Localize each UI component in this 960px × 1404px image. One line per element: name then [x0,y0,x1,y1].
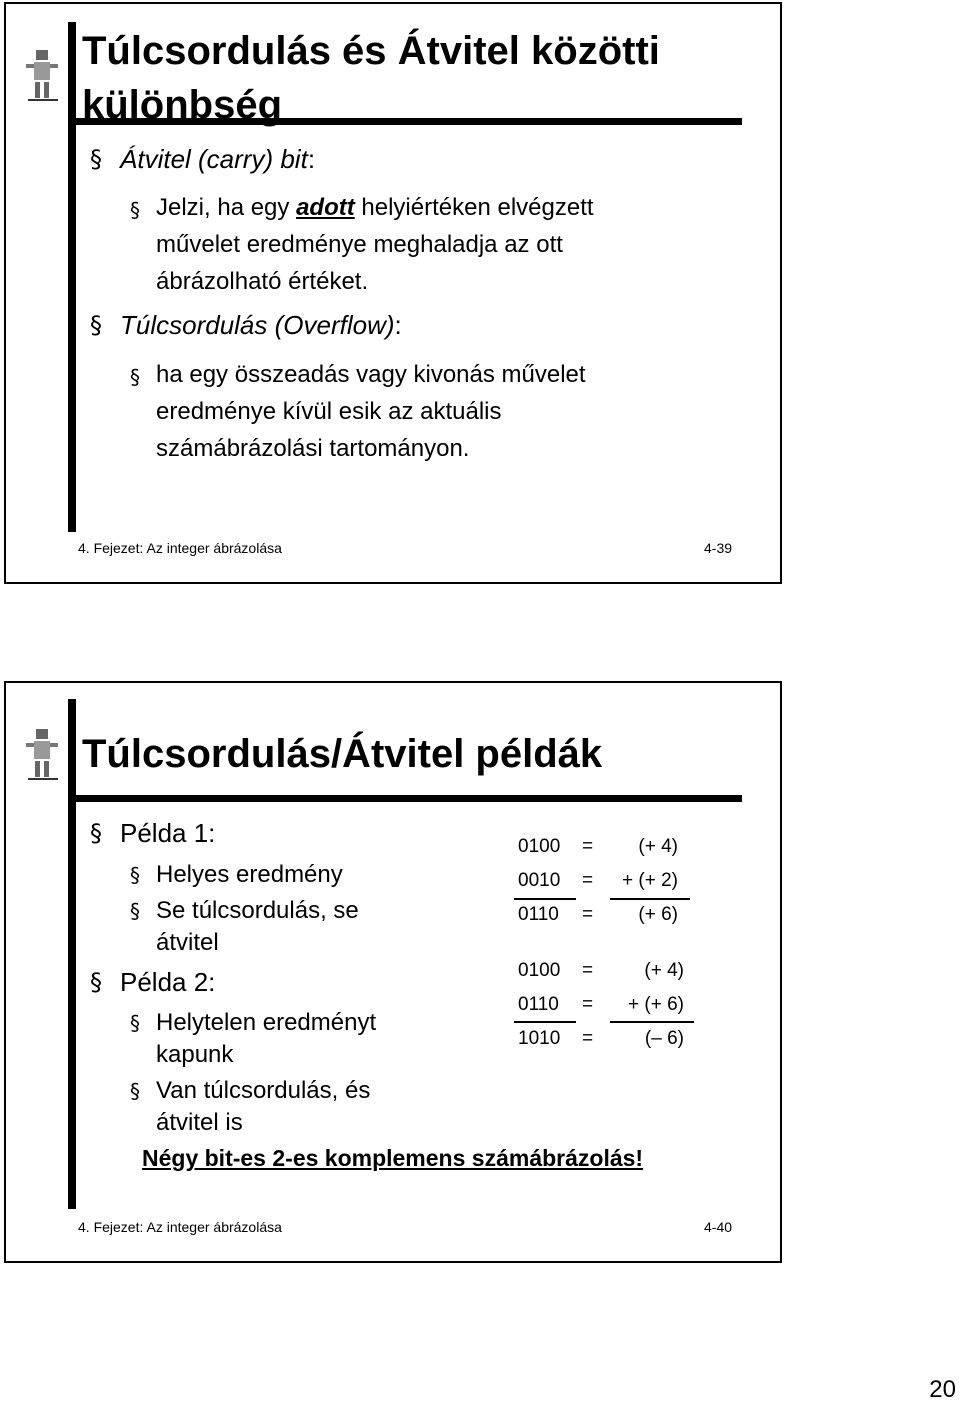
example-1-label: Példa 1: [120,818,216,848]
section-bullet-icon: § [90,968,102,996]
slide-4-40 [4,681,782,1263]
title-line-2: különbség [82,83,283,127]
footer-chapter: 4. Fejezet: Az integer ábrázolása [78,540,282,556]
calc-binary: 0010 [518,870,561,891]
text-line: Van túlcsordulás, és [156,1077,371,1104]
slide-title: Túlcsordulás/Átvitel példák [82,732,603,776]
text-line: kapunk [156,1041,234,1068]
section-bullet-icon: § [130,899,140,923]
calc-value: (+ 6) [638,904,678,925]
calc-value: (+ 4) [638,836,678,857]
text-line: Se túlcsordulás, se [156,897,359,924]
calc-row [518,836,678,870]
example-1-sub-1 [130,859,343,891]
text-line: ha egy összeadás vagy kivonás művelet [156,361,586,388]
title-line-1: Túlcsordulás és Átvitel közötti [82,29,660,73]
text: Jelzi, ha egy [156,194,297,221]
sum-line [514,1021,576,1023]
calc-equals: = [582,870,594,891]
note-twos-complement: Négy bit-es 2-es komplemens számábrázolás! [142,1145,644,1171]
text-line: ábrázolható értéket. [156,268,369,295]
bullet-carry-label: Átvitel (carry) bit [120,144,308,174]
text-line: eredménye kívül esik az aktuális [156,398,502,425]
calc-equals: = [582,836,594,857]
example-1-sub-2 [130,895,359,959]
calc-row [518,904,678,938]
sum-line [610,898,690,900]
example-2-sub-2 [130,1075,371,1139]
example-2-sub-1 [130,1007,377,1071]
text-line: Helytelen eredményt [156,1009,377,1036]
calc-equals: = [582,1028,594,1049]
section-bullet-icon: § [90,819,102,847]
calc-equals: = [582,904,594,925]
section-bullet-icon: § [90,145,102,173]
section-bullet-icon: § [90,311,102,339]
colon: : [307,144,316,174]
calc-row [518,1028,684,1062]
figure-logo-icon [22,723,62,783]
calc-binary: 0110 [518,904,559,925]
calc-binary: 0110 [518,994,559,1015]
vertical-rule [68,699,76,1209]
calc-binary: 0100 [518,960,561,981]
sum-line [610,1021,694,1023]
section-bullet-icon: § [130,198,140,222]
calc-value: + (+ 2) [622,870,678,891]
overflow-description [130,356,586,467]
calc-row [518,960,684,994]
carry-description [130,189,594,300]
bullet-carry [90,144,316,174]
text-line: átvitel is [156,1109,243,1136]
text-line: Helyes eredmény [156,861,343,888]
calc-equals: = [582,994,594,1015]
section-bullet-icon: § [130,1079,140,1103]
footer-slide-number: 4-39 [704,540,733,556]
vertical-rule [68,22,76,532]
calc-value: (+ 4) [644,960,684,981]
figure-logo-icon [22,44,62,104]
section-bullet-icon: § [130,1011,140,1035]
colon: : [394,310,402,340]
page-number: 20 [929,1376,956,1403]
calc-binary: 0100 [518,836,561,857]
bullet-overflow [90,310,402,340]
calc-value: + (+ 6) [628,994,684,1015]
section-bullet-icon: § [130,365,140,389]
text: helyiértéken elvégzett [354,194,594,221]
text-line: számábrázolási tartományon. [156,435,470,462]
example-2 [90,967,216,997]
footer-slide-number: 4-40 [704,1219,733,1235]
emphasis-adott: adott [296,194,355,221]
footer-chapter: 4. Fejezet: Az integer ábrázolása [78,1219,282,1235]
bullet-overflow-label: Túlcsordulás (Overflow) [120,310,395,340]
section-bullet-icon: § [130,863,140,887]
sum-line [514,898,576,900]
calculation-example-1 [518,836,678,938]
slide-title [82,24,660,132]
example-1 [90,818,216,848]
calc-value: (– 6) [644,1028,684,1049]
text-line: művelet eredménye meghaladja az ott [156,231,563,258]
calc-equals: = [582,960,594,981]
calc-binary: 1010 [518,1028,561,1049]
example-2-label: Példa 2: [120,967,216,997]
title-rule [68,795,742,802]
slide-4-39 [4,2,782,584]
calculation-example-2 [518,960,684,1062]
text-line: átvitel [156,929,219,956]
